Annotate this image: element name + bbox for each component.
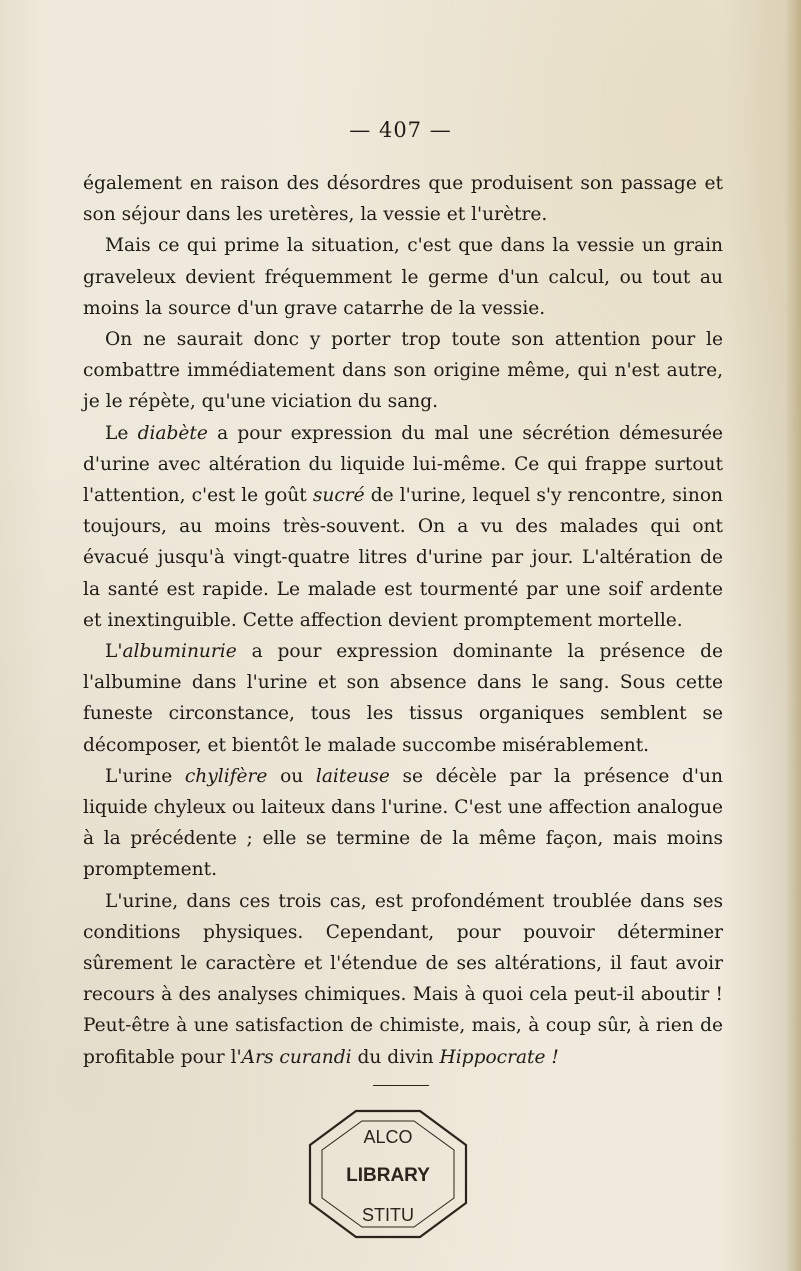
text-run: On ne saurait donc y porter trop toute son attention pour le combattre immédiatement dans son origine même, qui n'est autre, je le répète, qu'une viciation du sang. xyxy=(83,329,723,413)
text-run: également en raison des désordres que produisent son passage et son séjour dans les uretères, la vessie et l'urètre. xyxy=(83,173,723,226)
paragraph xyxy=(83,886,723,1073)
paragraph xyxy=(83,761,723,886)
text-run: Le xyxy=(105,422,138,444)
text-run: a pour expression du mal une sécrétion démesurée d'urine avec altération du liquide lui-même. Ce qui frappe surtout l'attention, c'est le goût xyxy=(83,422,723,507)
text-run: L'urine, dans ces trois cas, est profondément troublée dans ses conditions physiques. Cependant, pour pouvoir déterminer sûrement le caractère et l'étendue de ses altérations, il faut avoir recours à des analyses chimiques. Mais à quoi cela peut-il aboutir ! Peut-être à une satisfaction de chimiste, mais, à coup sûr, à rien de profitable pour l' xyxy=(83,890,723,1068)
text-run: a pour expression dominante la présence de l'albumine dans l'urine et son absence dans le sang. Sous cette funeste circonstance, tous les tissus organiques semblent se décomposer, et bientôt le malade succombe misérablement. xyxy=(83,641,723,756)
paragraph xyxy=(83,168,723,230)
text-run: ou xyxy=(267,765,316,787)
text-run: se décèle par la présence d'un liquide chyleux ou laiteux dans l'urine. C'est une affection analogue à la précédente ; elle se termine de la même façon, mais moins promptement. xyxy=(83,765,723,881)
italic-term: chylifère xyxy=(184,765,268,787)
italic-term: Hippocrate ! xyxy=(439,1046,559,1068)
italic-term: Ars curandi xyxy=(241,1046,352,1068)
italic-term: diabète xyxy=(137,422,208,444)
stamp-bottom-text: STITU xyxy=(362,1205,414,1225)
paragraph xyxy=(83,418,723,636)
text-run: L'urine xyxy=(105,765,185,787)
paragraph xyxy=(83,324,723,418)
text-run: de l'urine, lequel s'y rencontre, sinon toujours, au moins très-souvent. On a vu des malades qui ont évacué jusqu'à vingt-quatre litres d'urine par jour. L'altération de la santé est rapide. Le malade est tourmenté par une soif ardente et inextinguible. Cette affection devient promptement mortelle. xyxy=(83,485,724,631)
text-run: du divin xyxy=(351,1046,440,1068)
page-number: — 407 — xyxy=(349,118,452,142)
italic-term: albuminurie xyxy=(122,641,237,663)
paragraph xyxy=(83,636,723,761)
text-run: L' xyxy=(105,641,123,663)
page-edge-shadow xyxy=(785,0,801,1271)
stamp-top-text: ALCO xyxy=(363,1127,413,1147)
end-rule xyxy=(373,1085,429,1086)
italic-term: laiteuse xyxy=(315,765,390,787)
paragraph xyxy=(83,230,723,324)
library-stamp xyxy=(306,1107,470,1241)
stamp-middle-text: LIBRARY xyxy=(346,1165,430,1186)
body-text xyxy=(83,168,723,1073)
text-run: Mais ce qui prime la situation, c'est que dans la vessie un grain graveleux devient fréquemment le germe d'un calcul, ou tout au moins la source d'un grave catarrhe de la vessie. xyxy=(83,235,723,319)
italic-term: sucré xyxy=(312,485,365,507)
